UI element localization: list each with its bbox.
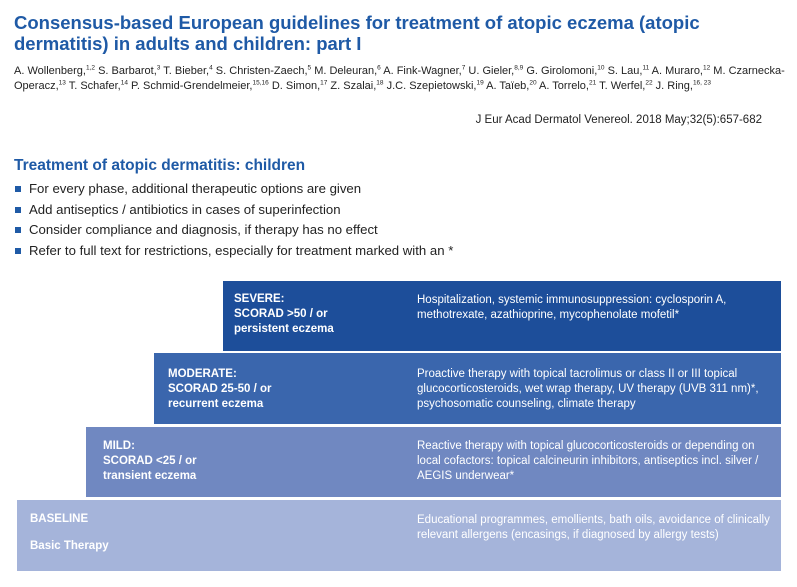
tier-baseline-therapy: Educational programmes, emollients, bath oils, avoidance of clinically relevant allergens (encasings, if diagnosed by allergy tests): [417, 514, 770, 541]
author-name: A. Muraro,$^{12}$: [651, 64, 711, 77]
tier-severe-therapy: Hospitalization, systemic immunosuppression: cyclosporin A, methotrexate, azathioprine, mycophenolate mofetil*: [417, 294, 727, 321]
author-name: S. Christen-Zaech,$^5$: [215, 64, 312, 77]
bullet-item: Consider compliance and diagnosis, if therapy has no effect: [14, 220, 453, 241]
author-affiliation: 4: [209, 64, 213, 72]
author-affiliation: 8,9: [514, 64, 524, 72]
author-affiliation: 5: [307, 64, 312, 72]
author-affiliation: 13: [58, 79, 66, 87]
author-affiliation: 7: [461, 64, 466, 72]
bullet-square-icon: [15, 248, 21, 254]
author-name: T. Werfel,$^{22}$: [599, 79, 653, 92]
bullet-item: For every phase, additional therapeutic options are given: [14, 179, 453, 200]
author-name: A. Wollenberg,$^{1,2}$: [14, 64, 95, 77]
tier-baseline: [17, 500, 781, 571]
author-name: D. Simon,$^{17}$: [271, 79, 328, 92]
tier-baseline-level: BASELINE: [30, 513, 89, 525]
author-affiliation: 6: [377, 64, 381, 72]
author-affiliation: 17: [320, 79, 328, 87]
tier-mild-level: MILD: SCORAD <25 / or transient eczema: [103, 440, 197, 482]
author-name: A. Taïeb,$^{20}$: [486, 79, 537, 92]
author-affiliation: 1,2: [85, 64, 95, 72]
author-name: U. Gieler,$^{8,9}$: [468, 64, 524, 77]
author-name: J.C. Szepietowski,$^{19}$: [386, 79, 484, 92]
bullet-item: Refer to full text for restrictions, especially for treatment marked with an *: [14, 241, 453, 262]
tier-severe-level: SEVERE: SCORAD >50 / or persistent eczema: [234, 293, 334, 335]
author-name: M. Czarnecka-Operacz,$^{13}$: [14, 65, 785, 92]
author-name: T. Bieber,$^4$: [163, 64, 213, 77]
author-name: S. Lau,$^{11}$: [607, 64, 650, 77]
bullet-item: Add antiseptics / antibiotics in cases of superinfection: [14, 200, 453, 221]
author-affiliation: 22: [645, 79, 653, 87]
author-affiliation: 20: [529, 79, 537, 87]
author-name: M. Deleuran,$^6$: [314, 64, 381, 77]
author-affiliation: 19: [476, 79, 484, 87]
tier-mild-therapy: Reactive therapy with topical glucocorticosteroids or depending on local cofactors: topical calcineurin inhibitors, antiseptics incl. silver / AEGIS underwear*: [417, 440, 759, 482]
bullet-square-icon: [15, 186, 21, 192]
citation: J Eur Acad Dermatol Venereol. 2018 May;32(5):657-682: [475, 114, 762, 126]
tier-mild: [86, 427, 781, 497]
bullet-list: [14, 179, 453, 261]
section-title: Treatment of atopic dermatitis: children: [14, 157, 306, 174]
author-name: P. Schmid-Grendelmeier,$^{15,16}$: [131, 79, 269, 92]
author-affiliation: 12: [703, 64, 711, 72]
author-name: A. Torrelo,$^{21}$: [539, 79, 597, 92]
tier-severe: [223, 281, 781, 351]
bullet-square-icon: [15, 207, 21, 213]
author-affiliation: 15,16: [252, 79, 269, 87]
author-affiliation: 16, 23: [692, 79, 712, 87]
author-name: S. Barbarot,$^3$: [98, 64, 161, 77]
author-affiliation: 21: [588, 79, 597, 87]
tier-moderate-therapy: Proactive therapy with topical tacrolimus or class II or III topical glucocorticosteroids, wet wrap therapy, UV therapy (UVB 311 nm)*, psychosomatic counseling, climate therapy: [417, 368, 759, 410]
author-name: A. Fink-Wagner,$^7$: [383, 64, 466, 77]
author-name: Z. Szalai,$^{18}$: [330, 79, 384, 92]
author-name: J. Ring,$^{16, 23}$: [655, 79, 712, 92]
tier-moderate-level: MODERATE: SCORAD 25-50 / or recurrent eczema: [168, 368, 272, 410]
author-list: [14, 64, 789, 94]
author-affiliation: 11: [642, 64, 650, 72]
author-affiliation: 14: [120, 79, 128, 87]
author-affiliation: 10: [597, 64, 605, 72]
tier-moderate: [154, 353, 781, 424]
author-name: T. Schafer,$^{14}$: [68, 79, 128, 92]
author-name: G. Girolomoni,$^{10}$: [526, 64, 605, 77]
author-affiliation: 3: [156, 64, 161, 72]
tier-baseline-sublabel: Basic Therapy: [30, 540, 109, 552]
document-title: Consensus-based European guidelines for treatment of atopic eczema (atopic dermatitis) in adults and children: part I: [14, 12, 700, 54]
author-affiliation: 18: [376, 79, 384, 87]
bullet-square-icon: [15, 227, 21, 233]
